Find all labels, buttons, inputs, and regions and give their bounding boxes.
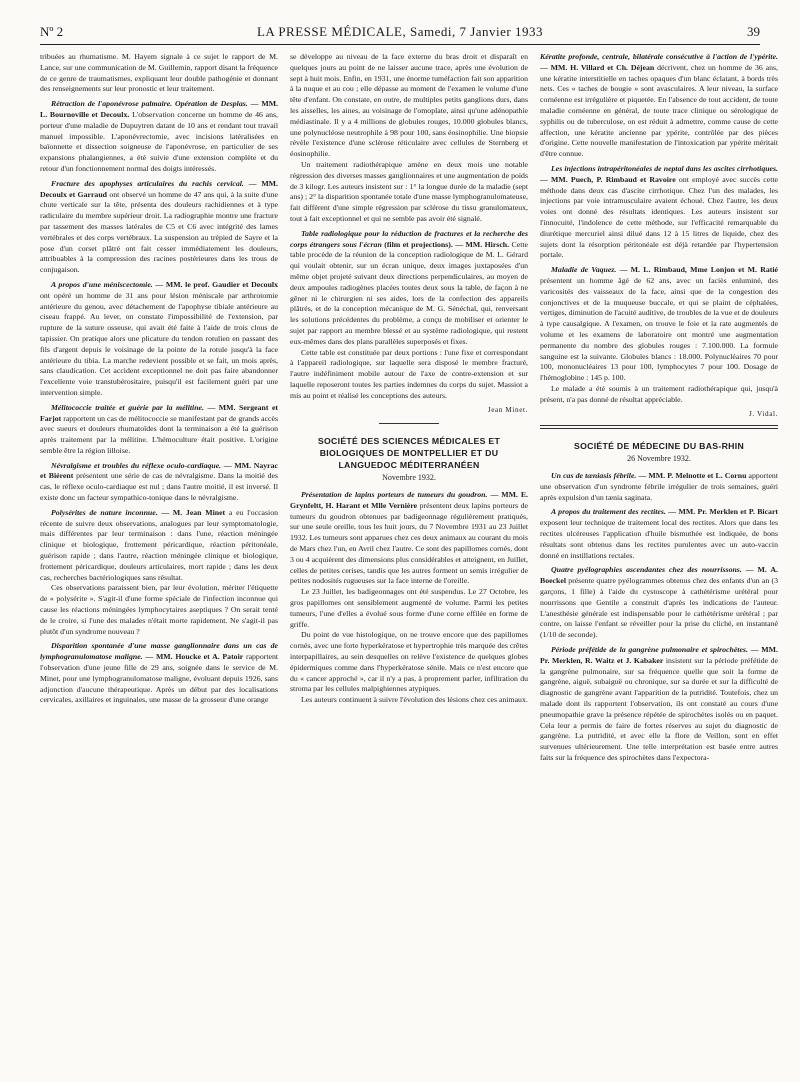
section-date: 26 Novembre 1932. — [627, 454, 691, 464]
article-title: Maladie de Vaquez. — [551, 265, 617, 275]
journal-title: LA PRESSE MÉDICALE, Samedi, 7 Janvier 1933 — [256, 24, 544, 39]
article-item — [540, 265, 778, 384]
article-text: présente quatre pyélogrammes obtenus chez des enfants d'un an (3 garçons, 1 fille) à l'aide du cystoscope à cathétérisme urétéral pour nourrissons que Gentile a construit d'après les indications de l'auteur. L'anesthésie générale est indispensable pour le cathétérisme urétéral ; par contre, on laisse l'enfant se réveiller pour la prise du cliché, en instantané (1/10 de seconde). — [540, 576, 778, 640]
section-title: SOCIÉTÉ DES SCIENCES MÉDICALES ET BIOLOGIQUES DE MONTPELLIER ET DU LANGUEDOC MÉDITERRANÉEN — [317, 436, 501, 471]
signature: J. Vidal. — [749, 409, 778, 418]
article-item — [540, 52, 778, 160]
article-paragraph: Ces observations paraissent bien, par leur évolution, mériter l'étiquette de « polysérite ». S'agit-il d'une forme spéciale de l'infection inconnue qui cause les réactions méningées lymphocytaires aseptiques ? On serait tenté de le croire, si l'une des malades n'était morte rapidement. Ne s'agit-il pas plutôt d'un syndrome nouveau ? — [40, 583, 278, 636]
page-header — [40, 24, 760, 45]
article-authors: — MM. Decoulx et Garraud — [40, 178, 278, 199]
article-paragraph: Le malade a été soumis à un traitement radiothérapique qui, jusqu'à présent, n'a pas donné de résultat appréciable. — [540, 383, 778, 404]
article-paragraph: Le 23 Juillet, les badigeonnages ont été suspendus. Le 27 Octobre, les gros papillomes ont sensiblement augmenté de volume. Parmi les petites tumeurs, l'une d'elles a évolué sous forme d'une corne effilée en forme de griffe. — [290, 587, 528, 629]
article-paragraph: Un traitement radiothérapique amène en deux mois une notable régression des diverses masses ganglionnaires et une augmentation de poids de 3 kilogr. Les auteurs insistent sur : 1° la longue durée de la maladie (sept ans) ; 2° la disparition spontanée totale d'une masse lymphogranulomateuse, fait différent d'une simple régression par sclérose du tissu granulomateux, tout à fait exceptionnel et qui ne semble pas avoir été signalé. — [290, 159, 528, 223]
article-paragraph: Du point de vue histologique, on ne trouve encore que des papillomes cornés, avec une forte hyperkératose et hypertrophie très marquée des crêtes interpapillaires, au sein desquelles on relève l'existence de quelques globes épidermiques comme dans l'hyperkératose sénile. Mais ce n'est encore que du « cancer approché », car il n'y a pas, à proprement parler, infiltration du stroma par les cellules malpighiennes atypiques. — [290, 630, 528, 694]
article-authors: — MM. Pr. Merklen, R. Waitz et J. Kabaker — [540, 645, 778, 665]
article-authors: — MM. Puech, P. Rimbaud et Ravoire — [540, 174, 676, 184]
article-text: décrivent, chez un homme de 36 ans, une kératite interstitielle en taches opaques d'un blanc éclatant, à bords très nets. Ces « taches de bougie » sont avasculaires. A leur niveau, la surface cornéenne est irrégulière et piquetée. En l'absence de tout accident, de toute maladie cornéenne en général, de toute trace clinique ou sérologique de syphilis ou de tuberculose, on est réduit à admettre, comme cause de cette affection, une kératite ancienne par ypérite, contrôlée par des pièces d'origine. Cette nouvelle manifestation de l'intoxication par ypérite méritait d'être connue. — [540, 62, 778, 159]
article-text: ont observé un homme de 47 ans qui, à la suite d'une chute verticale sur la tête, présenta des douleurs rachidiennes et à type radiculaire du membre supérieur droit. La radiographie montre une fracture par tassement des masses latérales de C5 et C6 avec intégrité des lames vertébrales et des corps vertébraux. La suspension au trépied de Sayre et la pose d'un corset plâtré ont fait cesser immédiatement les douleurs, attribuables à la compression des racines postérieures dans les trous de conjugaison. — [40, 189, 278, 275]
divider — [540, 425, 778, 429]
article-authors: — MM. Sergeant et Farjot — [40, 402, 278, 423]
article-title: Fracture des apophyses articulaires du rachis cervical. — [51, 178, 244, 188]
article-authors: — M. Jean Minet — [161, 507, 226, 517]
article-item — [40, 403, 278, 457]
article-title: Mélitococcie traitée et guérie par la mélitine. — [51, 402, 204, 412]
article-title: Quatre pyélographies ascendantes chez des nourrissons. — [551, 565, 742, 575]
article-item — [290, 490, 528, 587]
column-middle — [290, 52, 528, 1076]
column-left — [40, 52, 278, 1076]
divider — [379, 423, 439, 424]
article-authors: — MM. Nayrac et Biérent — [40, 460, 278, 481]
article-title: Table radiologique pour la réduction de fractures et la recherche des corps étrangers sous l'écran — [290, 228, 528, 249]
article-item — [40, 99, 278, 175]
article-text: apportent une observation d'un syndrome fébrile irrégulier de trois semaines, guéri après expulsion d'un tænia saginata. — [540, 471, 778, 502]
article-text: présentent un homme âgé de 62 ans, avec un faciès enluminé, des varicosités des vaisseaux de la face, ainsi que de la congestion des conjonctives et de la muqueuse buccale, et qui se plaint de céphalées, vertiges, diminution de l'acuité auditive, de troubles de la vue et de douleurs à type causalgique. A l'examen, on trouve le foie et la rate augmentés de volume et les examens de laboratoire ont montré une augmentation permanente du nombre des globules rouges : 7.100.000. La formule sanguine est la suivante. Globules blancs : 18.000. Polynucléaires 70 pour 100, mononucléaires 13 pour 100, lymphocytes 7 pour 100. Dosage de l'hémoglobine : 145 p. 100. — [540, 275, 778, 383]
section-title: SOCIÉTÉ DE MÉDECINE DU BAS-RHIN — [573, 441, 745, 452]
article-title: Névralgisme et troubles du réflexe oculo-cardiaque. — [51, 460, 222, 470]
article-text: présentent deux lapins porteurs de tumeurs du goudron obtenues par badigeonnage régulièrement pratiqués, sur une seule oreille, tous les huit jours, du 7 Novembre 1931 au 23 Juillet 1932. Les tumeurs sont apparues chez ces deux animaux au courant du mois de Mars chez l'un, en Avril chez l'autre. Ce sont des papillomes cornés, dont 3 ou 4 acquièrent des dimensions plus considérables et atteignent, en Juillet, celles de petites cerises, tandis que les autres forment un semis irrégulier de petites nodosités rugueuses sur la face interne de l'oreille. — [290, 500, 528, 586]
article-item — [540, 507, 778, 561]
article-title: Un cas de tæniasis fébrile. — [551, 471, 637, 481]
article-authors: — MM. Pr. Merklen et P. Bicart — [668, 507, 778, 517]
article-text: exposent leur technique de traitement local des rectites. Alors que dans les rectites ulcéreuses l'application d'huile bismuthée est indiquée, de bons résultats sont obtenus dans les rectites purulentes avec un auto-vaccin donné en instillations rectales. — [540, 518, 778, 560]
issue-number: Nº 2 — [40, 24, 64, 39]
column-right — [540, 52, 778, 1076]
article-item — [540, 645, 778, 764]
article-item — [40, 508, 278, 584]
article-item — [540, 471, 778, 503]
article-paragraph: Cette table est constituée par deux portions : l'une fixe et correspondant à l'appareil radiologique, sur laquelle sera disposé le membre fracturé, l'autre indéfiniment mobile autour de l'axe de contre-extension et sur laquelle reposeront toutes les parties indemnes du corps du sujet. Massiot a mis au point et réalisé les conceptions des auteurs. — [290, 347, 528, 400]
article-authors: — M. L. Rimbaud, Mme Lonjon et M. Ratié — [619, 265, 778, 275]
page-number: 39 — [747, 24, 760, 39]
article-text: L'observation concerne un homme de 46 ans, porteur d'une maladie de Dupuytren datant de 10 ans et rendant tout travail manuel impossible. L'aponévrectomie, avec incisions latéralisées en baïonnette et dissection soigneuse de l'aponévrose, en particulier de ses expansions phalangiennes, a été suivie d'une extension complète et du retour d'un fonctionnement normal des doigts intéressés. — [40, 109, 278, 173]
article-text: Cette table procède de la réunion de la conception radiologique de M. L. Gérard qui voulait obtenir, sur un écran unique, deux images juxtaposées d'un même objet projeté suivant deux directions perpendiculaires, au moyen de deux ampoules radiogènes placées toutes deux sous la table, de façon à ne gêner ni le chirurgien ni ses aides, lors de la confection des appareils plâtrés, et de la conception mécanique de M. G. Sénéchal, qui, renversant les solutions précédentes du problème, a conçu de mobiliser et orienter le sujet par rapport au membre blessé et au système radiologique, qui restent eux-mêmes dans des plans parallèles superposés et fixes. — [290, 239, 528, 346]
article-paragraph: Les auteurs continuent à suivre l'évolution des lésions chez ces animaux. — [301, 695, 528, 705]
article-item — [290, 229, 528, 348]
article-authors: — MM. H. Villard et Ch. Déjean — [540, 62, 655, 72]
article-text: présentent une série de cas de névralgisme. Dans la moitié des cas, le réflexe oculo-cardiaque est nul ; dans l'autre moitié, il est inversé. Il existe donc un facteur sympathico-tonique dans le névralgisme. — [40, 471, 278, 503]
article-title: Présentation de lapins porteurs de tumeurs du goudron. — [301, 490, 488, 500]
lead-paragraph: se développe au niveau de la face externe du bras droit et disparaît en quelques jours au point de ne laisser aucune trace, après une évolution de sept à huit mois. Enfin, en 1931, une énorme tuméfaction fait son apparition à la nuque et au cou ; elle dépasse au moment de l'examen le volume d'une tête d'enfant. On constate, en outre, de multiples petits ganglions durs, dans les aisselles, les aines, au voisinage de l'omoplate, ainsi qu'une adénopathie médiastinale. Il y a 4 millions de globules rouges, 10.000 globules blancs, une polynucléose neutrophile à 98 pour 100, sans éosinophilie. Une biopsie révèle l'existence d'une sclérose réticulaire avec cellules de Sternberg et éosinophilie. — [290, 52, 528, 159]
article-item — [40, 280, 278, 399]
signature: Jean Minet. — [487, 405, 528, 414]
article-title: Période préfétide de la gangrène pulmonaire et spirochètes. — [551, 645, 748, 655]
article-text: ont employé avec succès cette méthode dans deux cas d'ascite cirrhotique. Chez l'un des malades, les injections par voie intramusculaire avaient échoué. Chez l'autre, les deux voies ont donné des résultats identiques. Les auteurs insistent sur l'innocuité, l'indolence de cette méthode, sur l'efficacité remarquable du diurétique mercuriel ainsi dilué dans 12 à 15 litres de liquide, chez des sujets dont la résorption péritonéale est déjà retardée par l'hypertension portale. — [540, 174, 778, 260]
article-title: Polysérites de nature inconnue. — [51, 507, 158, 517]
article-title: Disparition spontanée d'une masse ganglionnaire dans un cas de lymphogranulomatose maligne. — [40, 641, 278, 662]
article-title: Rétraction de l'aponévrose palmaire. Opération de Desplas. — [51, 99, 248, 109]
article-text: rapportent l'observation d'une jeune fille de 29 ans, soignée dans le service de M. Minet, pour une lymphogranulomatose maligne, évoluant depuis 1926, sans adjonction d'aucune thérapeutique. Après un début par des localisations cervicales, axillaires et inguinales, une masse de la grosseur d'une orange — [40, 652, 278, 705]
article-authors: — MM. E. Grynfeltt, H. Harant et Mlle Vernière — [290, 490, 528, 510]
article-authors: (film et projections). — MM. Hirsch. — [384, 239, 510, 249]
section-date: Novembre 1932. — [382, 473, 436, 483]
article-text: insistent sur la période préfétide de la gangrène pulmonaire, sur sa fréquence quelle que soit la forme de gangrène, aiguë, subaiguë ou chronique, sur sa durée et sur la difficulté de diagnostic de gangrène avant l'apparition de la putridité. Toutefois, chez un malade dont ils rapportent l'observation, ils ont constaté au cours d'une pneumopathie grave la présence répétée de spirochètes isolés ou en paquet. Cela leur a permis de faire de fortes réserves au sujet du diagnostic de gangrène. La putridité, et avec elle la flore de Veillon, sont en effet survenues ultérieurement. Une telle interprétation est basée entre autres faits sur la fréquence des spirochètes dans l'expectora- — [540, 655, 778, 763]
article-authors: — MM. Houcke et A. Patoir — [145, 652, 244, 662]
article-item — [40, 641, 278, 706]
lead-paragraph: tribuées au rhumatisme. M. Hayem signale à ce sujet le rapport de M. Lance, sur une communication de M. Guillemin, rapport disant la fréquence de ce genre de traumatismes, expliquant leur double pathogénie et donnant des renseignements sur leur pronostic et leur traitement. — [40, 52, 278, 94]
article-authors: — MM. le prof. Gaudier et Decoulx — [155, 279, 278, 289]
article-authors: — MM. L. Bournoville et Decoulx. — [40, 99, 278, 119]
article-text: a eu l'occasion récente de suivre deux observations, analogues par leur symptomatologie, mais différentes par leur terminaison : dans l'une, réaction méningée clinique et biologique, frottement péricardique, réaction péritonéale, guérison rapide ; dans l'autre, réaction méningée clinique et biologique, frottement péricardique, douleurs articulaires, mort rapide ; dans les deux cas, recherches bactériologiques sans résultat. — [40, 507, 278, 582]
article-text: ont opéré un homme de 31 ans pour lésion méniscale par arthrotomie antérieure du genou, avec détachement de l'apophyse tibiale antérieure au ciseau frappé. Au lever, on constate l'impossibilité de l'extension, par rupture de la suture osseuse, qui avait été faite à l'aide de trois clous de tapissier. On pratique alors une plicature du tendon rotulien en passant des fils d'argent depuis le voisinage de la pointe de la rotule jusqu'à la face antérieure du tibia. La marche redevient possible et se fait, un mois après, sans claudication. Cet accident exceptionnel ne doit pas faire abandonner l'excellente voie transtubérositaire, puisqu'il est facilement guéri par une intervention simple. — [40, 290, 278, 397]
article-item — [40, 179, 278, 276]
article-title: Kératite profonde, centrale, bilatérale consécutive à l'action de l'ypérite. — [540, 52, 778, 61]
article-text: rapportent un cas de mélitococcie se manifestant par de grands accès avec sueurs et douleurs rhumatoïdes dont la terminaison a été la guérison après traitement par la mélitine. L'hémoculture était positive. L'origine semble être la région lilloise. — [40, 413, 278, 455]
article-item — [540, 164, 778, 261]
article-item — [40, 461, 278, 504]
article-authors: — M. A. Boeckel — [540, 565, 778, 586]
article-title: Les injections intrapéritonéales de neptal dans les ascites cirrhotiques. — [551, 163, 778, 173]
article-title: A propos du traitement des rectites. — [551, 507, 666, 517]
article-title: A propos d'une méniscectomie. — [51, 279, 153, 289]
article-authors: — MM. P. Melnotte et L. Cornu — [638, 471, 747, 481]
article-item — [540, 565, 778, 641]
